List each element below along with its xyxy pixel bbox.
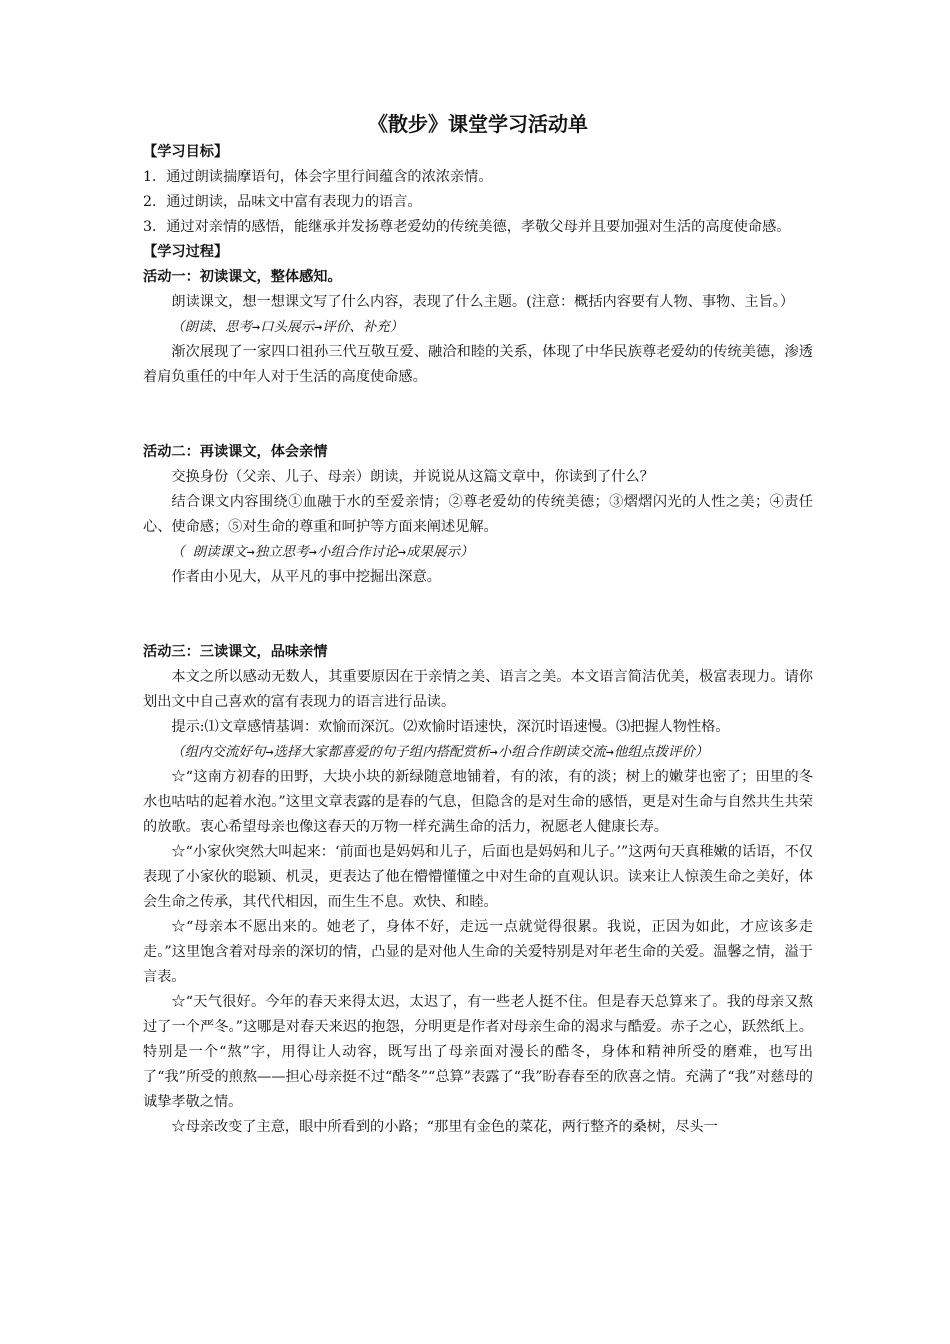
example-paragraph: ☆“母亲本不愿出来的。她老了，身体不好，走远一点就觉得很累。我说，正因为如此，才应该多走走。”这里饱含着对母亲的深切的情，凸显的是对他人生命的关爱特别是对年老生命的关爱。温馨之情，溢于言表。: [143, 919, 813, 985]
example-paragraph: ☆“小家伙突然大叫起来：‘前面也是妈妈和儿子，后面也是妈妈和儿子。’”这两句天真稚嫩的话语，不仅表现了小家伙的聪颖、机灵，更表达了他在懵懵懂懂之中对生命的直观认识。读来让人惊羡生命之美好，体会生命之传承，其代代相因，而生生不息。欢快、和睦。: [143, 844, 813, 910]
section-spacer: [143, 590, 813, 640]
page-title: 《散步》课堂学习活动单: [368, 112, 588, 136]
activity1-steps: （朗读、思考→口头展示→评价、补充）: [171, 319, 404, 335]
activity2-steps: （ 朗读课文→独立思考→小组合作讨论→成果展示）: [171, 544, 474, 560]
activity1-answer: 渐次展现了一家四口祖孙三代互敬互爱、融洽和睦的关系，体现了中华民族尊老爱幼的传统美德，渗透着肩负重任的中年人对于生活的高度使命感。: [143, 344, 813, 385]
activity3-steps: （组内交流好句→选择大家都喜爱的句子组内搭配赏析→小组合作朗读交流→他组点拨评价）: [171, 744, 709, 760]
activity3-prompt: 本文之所以感动无数人，其重要原因在于亲情之美、语言之美。本文语言简洁优美，极富表现力。请你划出文中自己喜欢的富有表现力的语言进行品读。: [143, 669, 813, 710]
activity2-answer: 作者由小见大，从平凡的事中挖掘出深意。: [171, 569, 441, 585]
objectives-heading: 【学习目标】: [143, 144, 229, 160]
objective-item: 3．通过对亲情的感悟，能继承并发扬尊老爱幼的传统美德，孝敬父母并且要加强对生活的高度使命感。: [143, 219, 791, 235]
example-paragraph: ☆“天气很好。今年的春天来得太迟，太迟了，有一些老人挺不住。但是春天总算来了。我的母亲又熬过了一个严冬。”这哪是对春天来迟的抱怨，分明更是作者对母亲生命的渴求与酷爱。赤子之心，跃然纸上。特别是一个“熬”字，用得让人动容，既写出了母亲面对漫长的酷冬，身体和精神所受的磨难，也写出了“我”所受的煎熬——担心母亲挺不过“酷冬”“总算”表露了“我”盼春春至的欣喜之情。充满了“我”对慈母的诚挚孝敬之情。: [143, 994, 813, 1110]
activity1-prompt: 朗读课文，想一想课文写了什么内容，表现了什么主题。(注意：概括内容要有人物、事物、主旨。）: [171, 294, 795, 310]
section-spacer: [143, 390, 813, 440]
objective-item: 1．通过朗读揣摩语句，体会字里行间蕴含的浓浓亲情。: [143, 169, 493, 185]
activity3-hint: 提示:⑴文章感情基调：欢愉而深沉。⑵欢愉时语速快，深沉时语速慢。⑶把握人物性格。: [171, 719, 730, 735]
activity2-prompt: 交换身份（父亲、儿子、母亲）朗读，并说说从这篇文章中，你读到了什么？: [171, 469, 654, 485]
objective-item: 2．通过朗读，品味文中富有表现力的语言。: [143, 194, 422, 210]
worksheet-page: [143, 110, 813, 1140]
activity3-heading: 活动三：三读课文，品味亲情: [143, 644, 328, 660]
process-heading: 【学习过程】: [143, 244, 229, 260]
example-paragraph: ☆母亲改变了主意，眼中所看到的小路；“那里有金色的菜花，两行整齐的桑树，尽头一: [171, 1119, 718, 1135]
activity2-heading: 活动二：再读课文，体会亲情: [143, 444, 328, 460]
example-paragraph: ☆“这南方初春的田野，大块小块的新绿随意地铺着，有的浓，有的淡；树上的嫩芽也密了；田里的冬水也咕咕的起着水泡。”这里文章表露的是春的气息，但隐含的是对生命的感悟，更是对生命与自然共生共荣的放歌。衷心希望母亲也像这春天的万物一样充满生命的活力，祝愿老人健康长寿。: [143, 769, 813, 835]
activity1-heading: 活动一：初读课文，整体感知。: [143, 269, 342, 285]
activity2-prompt: 结合课文内容围绕①血融于水的至爱亲情；②尊老爱幼的传统美德；③熠熠闪光的人性之美；④责任心、使命感；⑤对生命的尊重和呵护等方面来阐述见解。: [143, 494, 813, 535]
